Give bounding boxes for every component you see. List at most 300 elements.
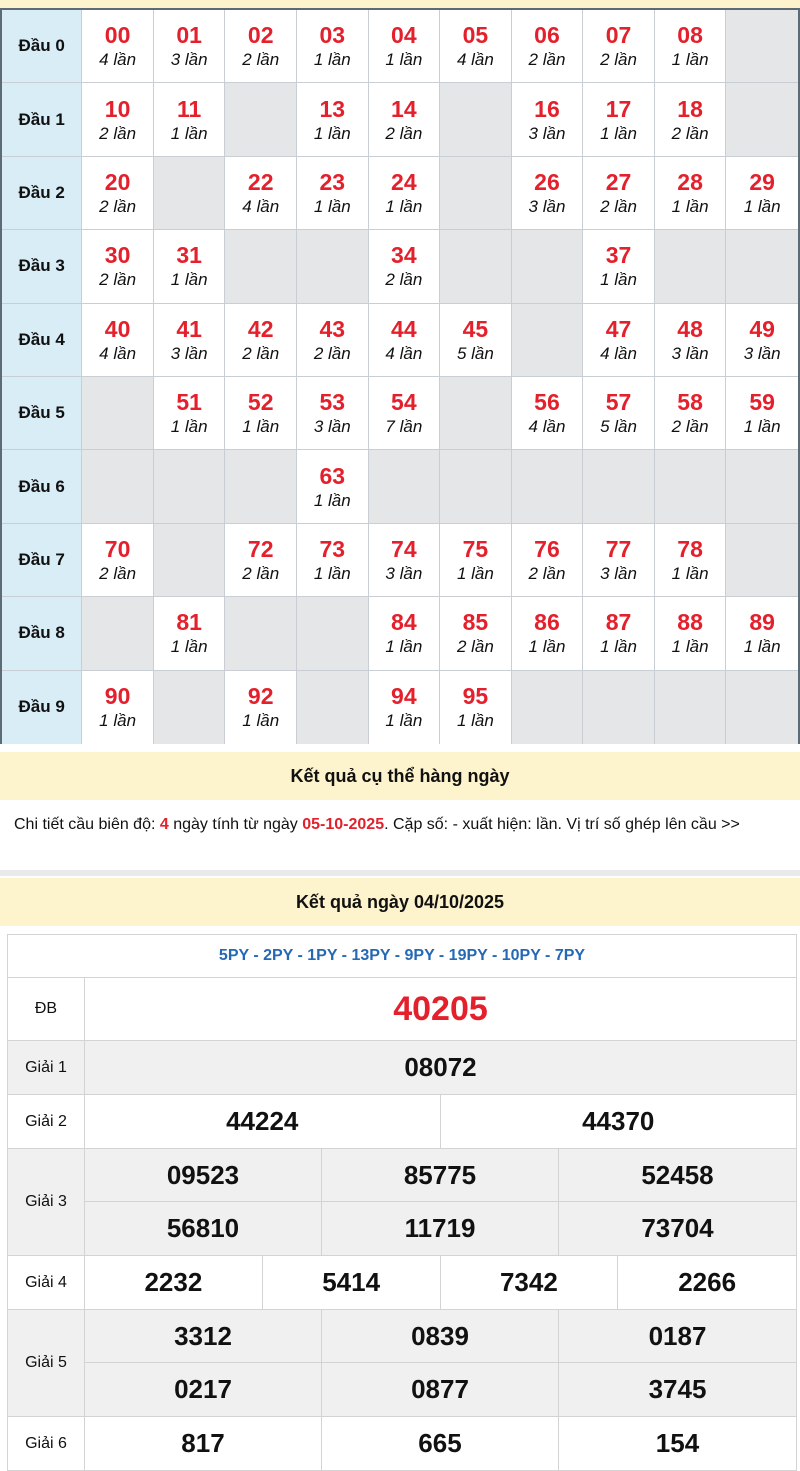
- number-cell[interactable]: [726, 597, 798, 669]
- empty-cell: [583, 671, 655, 744]
- empty-cell: [440, 230, 512, 302]
- prize-row: [8, 1256, 796, 1310]
- detail-mid: ngày tính từ ngày: [168, 816, 303, 833]
- bridge-detail-text: [14, 814, 794, 836]
- empty-cell: [82, 597, 154, 669]
- cell-number: 40: [104, 315, 131, 342]
- number-cell[interactable]: [225, 10, 297, 82]
- cell-count: 2 lần: [528, 563, 566, 583]
- prize-number: 665: [322, 1417, 559, 1470]
- prize-row: [8, 1417, 796, 1470]
- number-cell[interactable]: [225, 157, 297, 229]
- number-cell[interactable]: [297, 83, 369, 155]
- result-date-title: Kết quả ngày 04/10/2025: [295, 891, 505, 912]
- cell-count: 5 lần: [456, 343, 494, 363]
- prize-label: Giải 6: [8, 1417, 85, 1470]
- prize-number: 154: [655, 1428, 700, 1458]
- dau-row-label: Đầu 3: [2, 230, 82, 302]
- empty-cell: [297, 230, 369, 302]
- cell-number: 47: [605, 315, 632, 342]
- cell-number: 22: [247, 168, 274, 195]
- prize-number: 2232: [85, 1256, 263, 1309]
- cell-number: 85: [462, 609, 489, 636]
- cell-count: 1 lần: [600, 270, 637, 290]
- prize-number: 2266: [678, 1267, 737, 1297]
- prize-label: Giải 3: [8, 1149, 85, 1255]
- cell-count: 3 lần: [600, 563, 637, 583]
- number-cell[interactable]: [154, 377, 226, 449]
- prize-number: 52458: [559, 1149, 796, 1202]
- prize-number: 5414: [263, 1256, 441, 1309]
- cell-count: 3 lần: [528, 123, 566, 143]
- dau-row: [2, 671, 798, 744]
- cell-number: 70: [104, 535, 131, 562]
- empty-cell: [369, 450, 441, 522]
- cell-count: 5 lần: [600, 417, 637, 437]
- cell-count: 4 lần: [456, 50, 494, 70]
- number-cell[interactable]: [512, 377, 584, 449]
- cell-count: 1 lần: [385, 196, 423, 216]
- cell-count: 1 lần: [671, 50, 709, 70]
- number-cell[interactable]: [82, 524, 154, 596]
- prize-label: Giải 2: [8, 1095, 85, 1148]
- dau-row: [2, 83, 798, 156]
- cell-number: 02: [247, 22, 274, 49]
- cell-count: 4 lần: [385, 343, 423, 363]
- empty-cell: [440, 83, 512, 155]
- empty-cell: [225, 83, 297, 155]
- cell-number: 23: [319, 168, 346, 195]
- number-cell[interactable]: [440, 671, 512, 744]
- cell-number: 03: [319, 22, 346, 49]
- number-cell[interactable]: [369, 157, 441, 229]
- prize-label: ĐB: [8, 978, 85, 1040]
- cell-number: 49: [749, 315, 775, 342]
- number-cell[interactable]: [512, 83, 584, 155]
- cell-number: 86: [534, 609, 560, 636]
- special-prize-number: 40205: [393, 989, 488, 1028]
- empty-cell: [512, 304, 584, 376]
- cell-count: 2 lần: [671, 123, 709, 143]
- number-cell[interactable]: [655, 524, 727, 596]
- cell-count: 1 lần: [313, 563, 351, 583]
- empty-cell: [225, 230, 297, 302]
- number-cell[interactable]: [369, 597, 441, 669]
- prize-number: 0187: [559, 1310, 796, 1363]
- number-cell[interactable]: [225, 524, 297, 596]
- number-cell[interactable]: [369, 230, 441, 302]
- number-cell[interactable]: [655, 157, 727, 229]
- number-cell[interactable]: [154, 230, 226, 302]
- number-cell[interactable]: [583, 377, 655, 449]
- cell-count: 1 lần: [385, 637, 423, 657]
- empty-cell: [82, 377, 154, 449]
- cell-number: 73: [319, 535, 346, 562]
- detail-date: 05-10-2025: [302, 816, 385, 833]
- empty-cell: [225, 597, 297, 669]
- cell-number: 37: [605, 242, 632, 269]
- empty-cell: [512, 230, 584, 302]
- number-cell[interactable]: [512, 597, 584, 669]
- prize-row: [8, 978, 796, 1041]
- cell-number: 06: [534, 22, 560, 49]
- cell-count: 4 lần: [99, 50, 137, 70]
- dau-row: [2, 450, 798, 523]
- cell-number: 87: [605, 609, 632, 636]
- cell-count: 1 lần: [600, 637, 637, 657]
- cell-count: 1 lần: [170, 417, 208, 437]
- cell-number: 72: [247, 535, 274, 562]
- empty-cell: [512, 450, 584, 522]
- prize-number: 7342: [441, 1256, 619, 1309]
- dau-row-label: Đầu 1: [2, 83, 82, 155]
- cell-count: 1 lần: [671, 563, 709, 583]
- cell-count: 2 lần: [99, 270, 137, 290]
- cell-number: 16: [534, 95, 560, 122]
- prize-number: 56810: [85, 1202, 322, 1255]
- cell-count: 3 lần: [528, 196, 566, 216]
- empty-cell: [154, 450, 226, 522]
- cell-count: 1 lần: [600, 123, 637, 143]
- cell-number: 58: [677, 389, 703, 416]
- number-cell[interactable]: [225, 304, 297, 376]
- empty-cell: [655, 450, 727, 522]
- cell-count: 1 lần: [313, 123, 351, 143]
- cell-number: 53: [319, 389, 346, 416]
- daily-results-header: [0, 752, 800, 800]
- dau-row-label: Đầu 0: [2, 10, 82, 82]
- empty-cell: [726, 10, 798, 82]
- cell-count: 2 lần: [242, 343, 280, 363]
- empty-cell: [726, 524, 798, 596]
- number-cell[interactable]: [726, 377, 798, 449]
- cell-count: 2 lần: [600, 50, 637, 70]
- cell-count: 2 lần: [456, 637, 494, 657]
- detail-days: 4: [159, 816, 169, 833]
- cell-number: 01: [176, 22, 202, 49]
- cell-count: 1 lần: [313, 50, 351, 70]
- prize-number: 09523: [85, 1149, 322, 1202]
- cell-count: 4 lần: [528, 417, 566, 437]
- empty-cell: [726, 450, 798, 522]
- cell-count: 3 lần: [743, 343, 781, 363]
- cell-number: 27: [605, 168, 632, 195]
- prize-label: Giải 5: [8, 1310, 85, 1416]
- prize-number: 85775: [322, 1149, 559, 1202]
- cell-count: 1 lần: [99, 711, 137, 731]
- cell-number: 81: [176, 609, 202, 636]
- number-cell[interactable]: [440, 524, 512, 596]
- number-cell[interactable]: [297, 304, 369, 376]
- prize-number: 44224: [85, 1095, 441, 1148]
- number-cell[interactable]: [225, 377, 297, 449]
- cell-number: 00: [104, 22, 131, 49]
- cell-number: 31: [176, 242, 202, 269]
- cell-number: 04: [391, 22, 417, 49]
- detail-prefix: Chi tiết cầu biên độ:: [14, 816, 160, 833]
- number-cell[interactable]: [512, 524, 584, 596]
- cell-count: 2 lần: [528, 50, 566, 70]
- draw-codes: 5PY - 2PY - 1PY - 13PY - 9PY - 19PY - 10PY - 7PY: [8, 935, 796, 978]
- number-cell[interactable]: [583, 524, 655, 596]
- cell-number: 63: [319, 462, 346, 489]
- prize-number: 73704: [641, 1213, 714, 1243]
- cell-count: 2 lần: [99, 196, 137, 216]
- cell-number: 84: [391, 609, 417, 636]
- cell-count: 1 lần: [743, 637, 781, 657]
- dau-row: [2, 377, 798, 450]
- cell-number: 78: [677, 535, 703, 562]
- cell-number: 17: [605, 95, 632, 122]
- cell-number: 18: [677, 95, 703, 122]
- cell-number: 59: [749, 389, 775, 416]
- cell-count: 1 lần: [671, 637, 709, 657]
- cell-count: 1 lần: [456, 711, 494, 731]
- cell-number: 20: [104, 168, 131, 195]
- cell-count: 3 lần: [313, 417, 351, 437]
- cell-number: 34: [391, 242, 417, 269]
- dau-row-label: Đầu 6: [2, 450, 82, 522]
- cell-count: 1 lần: [528, 637, 566, 657]
- cell-number: 74: [391, 535, 417, 562]
- result-date-header: [0, 878, 800, 926]
- number-cell[interactable]: [297, 450, 369, 522]
- dau-row-label: Đầu 4: [2, 304, 82, 376]
- cell-count: 2 lần: [313, 343, 351, 363]
- number-cell[interactable]: [583, 304, 655, 376]
- number-cell[interactable]: [369, 304, 441, 376]
- number-cell[interactable]: [82, 304, 154, 376]
- number-cell[interactable]: [82, 230, 154, 302]
- prize-row: [8, 1041, 796, 1095]
- number-cell[interactable]: [369, 83, 441, 155]
- cell-number: 05: [462, 22, 489, 49]
- cell-count: 2 lần: [242, 50, 280, 70]
- number-cell[interactable]: [726, 304, 798, 376]
- cell-number: 28: [677, 168, 703, 195]
- cell-number: 43: [319, 315, 346, 342]
- prize-number: 11719: [322, 1202, 559, 1255]
- number-cell[interactable]: [440, 304, 512, 376]
- cell-count: 2 lần: [385, 123, 423, 143]
- empty-cell: [726, 230, 798, 302]
- dau-row: [2, 304, 798, 377]
- dau-row-label: Đầu 9: [2, 671, 82, 744]
- cell-number: 07: [605, 22, 632, 49]
- empty-cell: [154, 524, 226, 596]
- number-cell[interactable]: [726, 157, 798, 229]
- cell-count: 1 lần: [170, 637, 208, 657]
- number-cell[interactable]: [154, 83, 226, 155]
- cell-count: 1 lần: [385, 711, 423, 731]
- cell-count: 2 lần: [242, 563, 280, 583]
- number-cell[interactable]: [82, 157, 154, 229]
- cell-count: 1 lần: [242, 711, 280, 731]
- prize-number: 08072: [404, 1052, 477, 1082]
- empty-cell: [440, 377, 512, 449]
- cell-number: 89: [749, 609, 775, 636]
- prize-label: Giải 4: [8, 1256, 85, 1309]
- cell-count: 1 lần: [170, 270, 208, 290]
- cell-count: 1 lần: [743, 417, 781, 437]
- cell-count: 7 lần: [385, 417, 423, 437]
- dau-row: [2, 597, 798, 670]
- number-cell[interactable]: [512, 157, 584, 229]
- cell-count: 3 lần: [170, 343, 208, 363]
- cell-count: 2 lần: [385, 270, 423, 290]
- empty-cell: [225, 450, 297, 522]
- empty-cell: [154, 157, 226, 229]
- lottery-results-table: [7, 934, 797, 1471]
- cell-number: 29: [749, 168, 775, 195]
- dau-row: [2, 524, 798, 597]
- number-cell[interactable]: [154, 10, 226, 82]
- prize-row: [8, 1149, 796, 1256]
- cell-count: 3 lần: [671, 343, 709, 363]
- number-cell[interactable]: [440, 10, 512, 82]
- cell-number: 08: [677, 22, 703, 49]
- cell-count: 2 lần: [99, 563, 137, 583]
- cell-number: 88: [677, 609, 703, 636]
- prize-number: 0839: [322, 1310, 559, 1363]
- cell-number: 75: [462, 535, 489, 562]
- number-cell[interactable]: [655, 83, 727, 155]
- cell-number: 13: [319, 95, 346, 122]
- detail-suffix[interactable]: . Cặp số: - xuất hiện: lần. Vị trí số ghép lên cầu >>: [384, 816, 740, 833]
- cell-number: 76: [534, 535, 560, 562]
- empty-cell: [583, 450, 655, 522]
- cell-number: 52: [247, 389, 274, 416]
- prize-row: [8, 1310, 796, 1417]
- number-cell[interactable]: [369, 10, 441, 82]
- prize-number: 3745: [648, 1374, 707, 1404]
- dau-row: [2, 157, 798, 230]
- empty-cell: [297, 671, 369, 744]
- cell-count: 1 lần: [313, 490, 351, 510]
- number-cell[interactable]: [583, 597, 655, 669]
- empty-cell: [297, 597, 369, 669]
- cell-number: 56: [534, 389, 560, 416]
- number-cell[interactable]: [82, 10, 154, 82]
- cell-count: 1 lần: [242, 417, 280, 437]
- cell-number: 51: [176, 389, 202, 416]
- number-cell[interactable]: [369, 671, 441, 744]
- cell-number: 45: [462, 315, 489, 342]
- cell-number: 26: [534, 168, 560, 195]
- number-cell[interactable]: [297, 10, 369, 82]
- cell-count: 2 lần: [99, 123, 137, 143]
- dau-row: [2, 230, 798, 303]
- number-cell[interactable]: [440, 597, 512, 669]
- prize-row: [8, 1095, 796, 1149]
- number-cell[interactable]: [225, 671, 297, 744]
- dau-row-label: Đầu 5: [2, 377, 82, 449]
- cell-count: 1 lần: [170, 123, 208, 143]
- cell-count: 4 lần: [600, 343, 637, 363]
- cell-number: 94: [391, 683, 417, 710]
- cell-count: 4 lần: [242, 196, 280, 216]
- cell-number: 42: [247, 315, 274, 342]
- number-cell[interactable]: [655, 304, 727, 376]
- cell-count: 1 lần: [385, 50, 423, 70]
- empty-cell: [154, 671, 226, 744]
- cell-number: 54: [391, 389, 417, 416]
- cell-number: 41: [176, 315, 202, 342]
- cell-number: 30: [104, 242, 131, 269]
- number-cell[interactable]: [512, 10, 584, 82]
- empty-cell: [655, 671, 727, 744]
- cell-count: 4 lần: [99, 343, 137, 363]
- cell-number: 10: [104, 95, 131, 122]
- number-cell[interactable]: [154, 304, 226, 376]
- dau-row-label: Đầu 7: [2, 524, 82, 596]
- dau-row: [2, 10, 798, 83]
- dau-row-label: Đầu 8: [2, 597, 82, 669]
- empty-cell: [655, 230, 727, 302]
- cell-count: 2 lần: [671, 417, 709, 437]
- cell-count: 1 lần: [456, 563, 494, 583]
- prize-number: 0877: [322, 1363, 559, 1416]
- cell-number: 48: [677, 315, 703, 342]
- section-divider: [0, 870, 800, 876]
- empty-cell: [82, 450, 154, 522]
- number-cell[interactable]: [583, 230, 655, 302]
- prize-number: 817: [85, 1417, 322, 1470]
- number-cell[interactable]: [82, 671, 154, 744]
- cell-count: 1 lần: [313, 196, 351, 216]
- number-cell[interactable]: [583, 157, 655, 229]
- number-cell[interactable]: [297, 377, 369, 449]
- number-cell[interactable]: [297, 157, 369, 229]
- prize-number: 0217: [85, 1363, 322, 1416]
- cell-number: 92: [247, 683, 274, 710]
- cell-number: 14: [391, 95, 417, 122]
- cell-count: 1 lần: [743, 196, 781, 216]
- number-cell[interactable]: [369, 524, 441, 596]
- prize-label: Giải 1: [8, 1041, 85, 1094]
- empty-cell: [726, 671, 798, 744]
- daily-results-title: Kết quả cụ thể hàng ngày: [290, 765, 510, 786]
- cell-count: 2 lần: [600, 196, 637, 216]
- cell-count: 1 lần: [671, 196, 709, 216]
- cell-number: 24: [391, 168, 417, 195]
- number-cell[interactable]: [82, 83, 154, 155]
- dau-row-label: Đầu 2: [2, 157, 82, 229]
- number-cell[interactable]: [583, 10, 655, 82]
- number-cell[interactable]: [154, 597, 226, 669]
- cell-count: 3 lần: [385, 563, 423, 583]
- empty-cell: [726, 83, 798, 155]
- number-cell[interactable]: [297, 524, 369, 596]
- cell-number: 77: [605, 535, 632, 562]
- prize-number: 44370: [582, 1106, 655, 1136]
- cell-number: 44: [391, 315, 417, 342]
- number-cell[interactable]: [583, 83, 655, 155]
- top-strip: [0, 0, 800, 8]
- number-cell[interactable]: [655, 10, 727, 82]
- number-cell[interactable]: [655, 377, 727, 449]
- empty-cell: [440, 450, 512, 522]
- cell-number: 57: [605, 389, 632, 416]
- empty-cell: [440, 157, 512, 229]
- dau-frequency-table: [0, 8, 800, 744]
- empty-cell: [512, 671, 584, 744]
- prize-number: 3312: [85, 1310, 322, 1363]
- cell-number: 11: [176, 95, 202, 122]
- cell-number: 90: [104, 683, 131, 710]
- number-cell[interactable]: [369, 377, 441, 449]
- number-cell[interactable]: [655, 597, 727, 669]
